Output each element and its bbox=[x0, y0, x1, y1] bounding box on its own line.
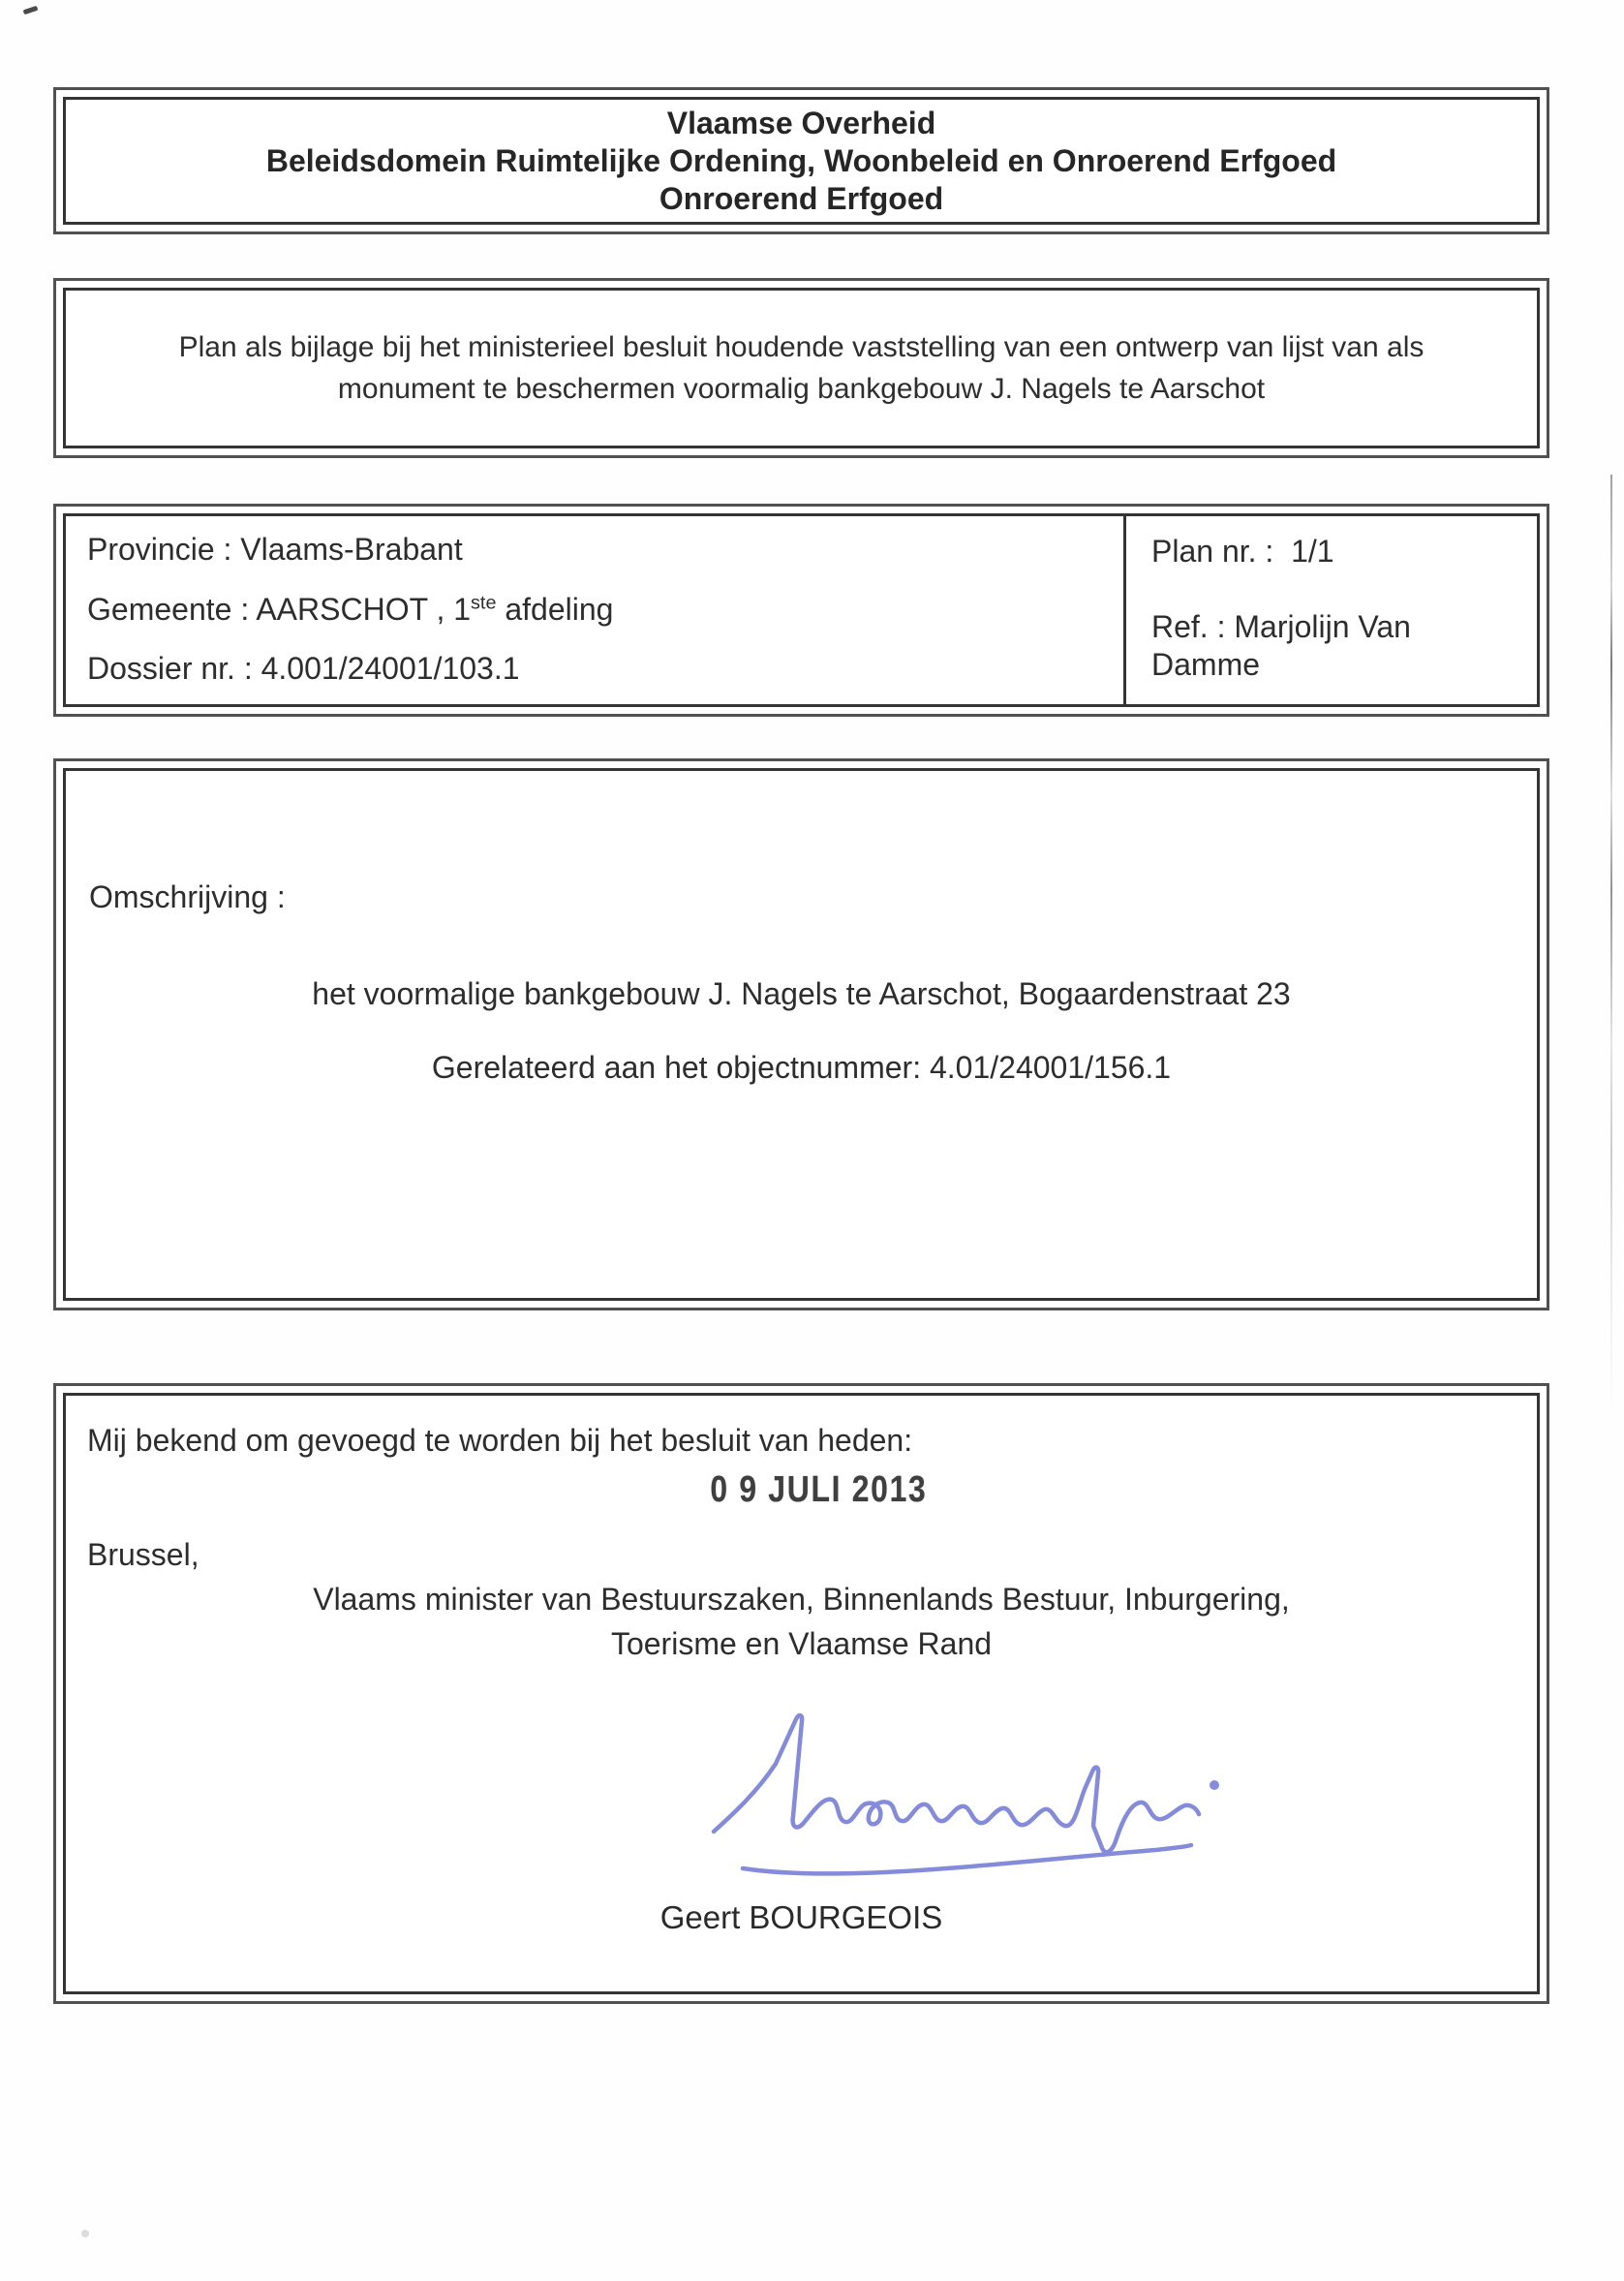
dossier-nr-line: Dossier nr. : 4.001/24001/103.1 bbox=[87, 651, 520, 686]
header-box bbox=[53, 87, 1549, 234]
besluit-box bbox=[53, 1383, 1549, 2004]
document-title-line-1: Plan als bijlage bij het ministerieel besluit houdende vaststelling van een ontwerp van lijst van als bbox=[178, 331, 1425, 363]
scan-speck-top-left bbox=[23, 6, 39, 15]
plan-nr-line: Plan nr. : 1/1 bbox=[1151, 534, 1334, 569]
besluit-intro-line: Mij bekend om gevoegd te worden bij het besluit van heden: bbox=[87, 1423, 913, 1458]
division-name: Onroerend Erfgoed bbox=[659, 180, 944, 216]
besluit-box-inner bbox=[63, 1393, 1540, 1994]
place-line: Brussel, bbox=[87, 1537, 199, 1572]
gemeente-prefix: Gemeente : AARSCHOT , 1 bbox=[87, 591, 472, 627]
minister-title-line-1: Vlaams minister van Bestuurszaken, Binnenlands Bestuur, Inburgering, bbox=[313, 1582, 1290, 1617]
omschrijving-box bbox=[53, 758, 1549, 1310]
title-box bbox=[53, 278, 1549, 458]
omschrijving-line-2: Gerelateerd aan het objectnummer: 4.01/24001/156.1 bbox=[431, 1050, 1172, 1085]
gemeente-ordinal-superscript: ste bbox=[471, 591, 497, 613]
provincie-line: Provincie : Vlaams-Brabant bbox=[87, 532, 463, 567]
signer-name: Geert BOURGEOIS bbox=[659, 1899, 943, 1935]
gemeente-line bbox=[87, 592, 1114, 628]
omschrijving-label: Omschrijving : bbox=[89, 879, 286, 914]
gemeente-suffix: afdeling bbox=[496, 591, 614, 627]
document-title-line-2: monument te beschermen voormalig bankgebouw J. Nagels te Aarschot bbox=[337, 373, 1266, 405]
org-name: Vlaamse Overheid bbox=[666, 105, 936, 140]
title-box-inner bbox=[63, 288, 1540, 448]
ref-block bbox=[1151, 608, 1527, 684]
details-right-cell bbox=[1126, 516, 1537, 704]
date-stamp-wrap bbox=[66, 1469, 1537, 1511]
scan-artifact-line bbox=[1610, 475, 1612, 1419]
details-box-inner bbox=[63, 513, 1540, 707]
omschrijving-line-1: het voormalige bankgebouw J. Nagels te Aarschot, Bogaardenstraat 23 bbox=[312, 976, 1291, 1011]
ref-line-2: Damme bbox=[1151, 647, 1261, 682]
details-box bbox=[53, 504, 1549, 717]
date-stamp: 0 9 JULI 2013 bbox=[710, 1469, 928, 1510]
header-box-inner bbox=[63, 97, 1540, 225]
scan-speck-bottom-left bbox=[81, 2230, 89, 2237]
details-left-cell bbox=[66, 516, 1126, 704]
minister-title-line-2: Toerisme en Vlaamse Rand bbox=[610, 1626, 993, 1661]
ref-line-1: Ref. : Marjolijn Van bbox=[1151, 609, 1411, 644]
omschrijving-box-inner bbox=[63, 768, 1540, 1301]
signature-ink bbox=[700, 1704, 1242, 1907]
policy-domain: Beleidsdomein Ruimtelijke Ordening, Woonbeleid en Onroerend Erfgoed bbox=[265, 142, 1337, 178]
